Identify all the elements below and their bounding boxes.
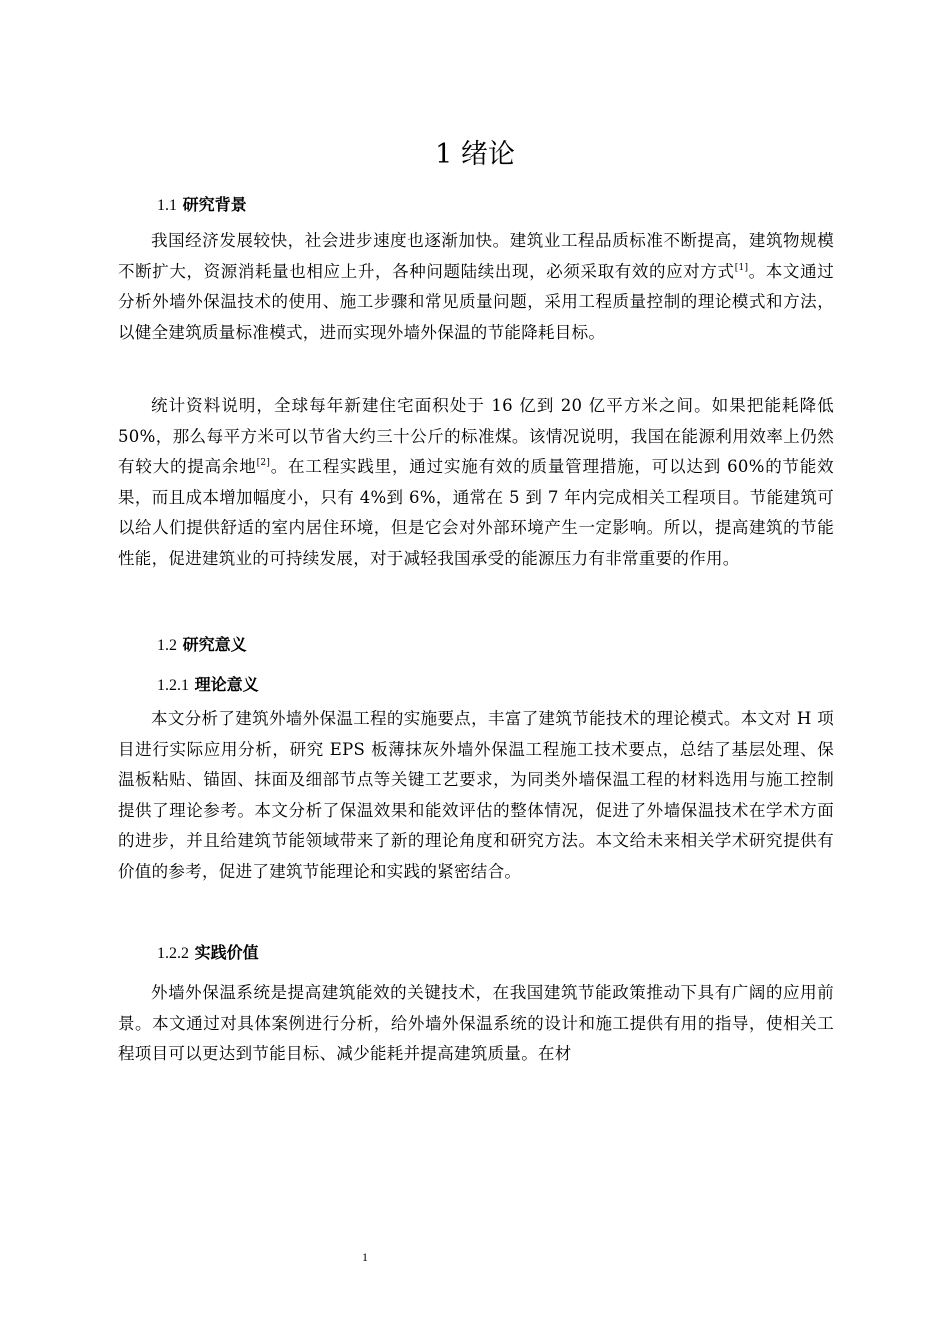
paragraph-practical-value: 外墙外保温系统是提高建筑能效的关键技术，在我国建筑节能政策推动下具有广阔的应用前景。本文通过对具体案例进行分析，给外墙外保温系统的设计和施工提供有用的指导，使相关工程项目可以更达到节能目标、减少能耗并提高建筑质量。在材	[118, 983, 834, 1064]
section-title: 研究背景	[182, 195, 247, 214]
citation-ref: [2]	[256, 458, 271, 469]
section-title: 理论意义	[194, 675, 259, 694]
citation-ref: [1]	[734, 262, 749, 273]
paragraph-text: 我国经济发展较快，社会进步速度也逐渐加快。建筑业工程品质标准不断提高，建筑物规模不断扩大，资源消耗量也相应上升，各种问题陆续出现，必须采取有效的应对方式	[118, 231, 834, 281]
section-number: 1.2.1	[157, 677, 189, 694]
paragraph-text: 统计资料说明，全球每年新建住宅面积处于 16 亿到 20 亿平方米之间。如果把能耗降低 50%，那么每平方米可以节省大约三十公斤的标准煤。该情况说明，我国在能源利用效率上仍然有较大的提高余地	[118, 396, 834, 477]
section-number: 1.2.2	[157, 945, 189, 962]
section-title: 研究意义	[182, 635, 247, 654]
paragraph-background-1	[118, 226, 834, 348]
section-heading-1-1	[157, 193, 247, 218]
chapter-title: 1 绪论	[435, 139, 515, 170]
paragraph-text: 。在工程实践里，通过实施有效的质量管理措施，可以达到 60%的节能效果，而且成本增加幅度小，只有 4%到 6%，通常在 5 到 7 年内完成相关工程项目。节能建筑可以给人们提供舒适的室内居住环境，但是它会对外部环境产生一定影响。所以，提高建筑的节能性能，促进建筑业的可持续发展，对于减轻我国承受的能源压力有非常重要的作用。	[118, 457, 834, 568]
section-heading-1-2-1	[157, 673, 259, 698]
section-title: 实践价值	[194, 943, 259, 962]
section-heading-1-2	[157, 633, 247, 658]
section-heading-1-2-2	[157, 941, 259, 966]
paragraph-theoretical-significance: 本文分析了建筑外墙外保温工程的实施要点，丰富了建筑节能技术的理论模式。本文对 H 项目进行实际应用分析，研究 EPS 板薄抹灰外墙外保温工程施工技术要点，总结了基层处理、保温板粘贴、锚固、抹面及细部节点等关键工艺要求，为同类外墙保温工程的材料选用与施工控制提供了理论参考。本文分析了保温效果和能效评估的整体情况，促进了外墙保温技术在学术方面的进步，并且给建筑节能领域带来了新的理论角度和研究方法。本文给未来相关学术研究提供有价值的参考，促进了建筑节能理论和实践的紧密结合。	[118, 709, 834, 881]
section-number: 1.2	[157, 637, 177, 654]
page-number: 1	[362, 1250, 368, 1264]
section-number: 1.1	[157, 197, 177, 214]
paragraph-background-2	[118, 391, 834, 575]
paragraph-text: 。本文通过分析外墙外保温技术的使用、施工步骤和常见质量问题，采用工程质量控制的理论模式和方法，以健全建筑质量标准模式，进而实现外墙外保温的节能降耗目标。	[118, 261, 834, 342]
